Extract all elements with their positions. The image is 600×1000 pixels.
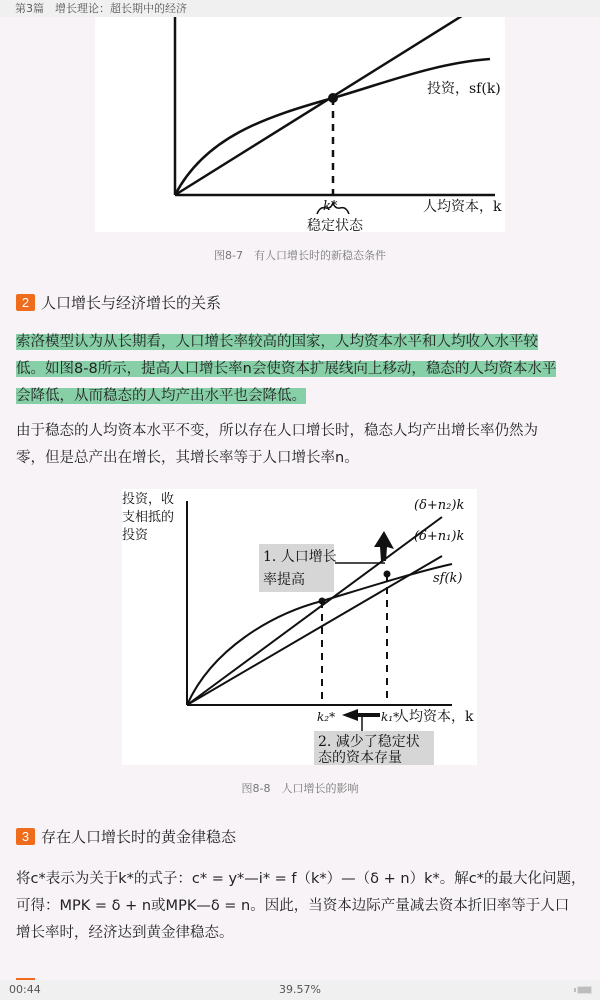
paragraph [16, 866, 588, 947]
text-line: 将c*表示为关于k*的式子：c* = y*—i* = f（k*）—（δ + n）k*。解c*的最大化问题， [16, 871, 586, 887]
k1-label: k₁* [381, 710, 400, 724]
steady-state-label: 稳定状态 [307, 218, 363, 232]
reader-header [0, 0, 600, 17]
section-2-heading [16, 292, 221, 312]
text-line: 由于稳态的人均资本水平不变，所以存在人口增长时，稳态人均产出增长率仍然为 [16, 423, 538, 439]
text-line: 增长率时，经济达到黄金律稳态。 [16, 925, 234, 941]
section-title: 存在人口增长时的黄金律稳态 [41, 827, 237, 846]
x-axis-label: 人均资本，k [395, 709, 474, 725]
sf-curve-label: sf(k) [433, 571, 463, 586]
figure-8-7-caption: 图8-7 有人口增长时的新稳态条件 [214, 249, 386, 262]
highlight-line[interactable]: 低。如图8-8所示，提高人口增长率n会使资本扩展线向上移动，稳态的人均资本水平 [16, 361, 557, 377]
annotation-1: 1. 人口增长 率提高 [263, 549, 337, 588]
battery-icon [574, 986, 592, 994]
highlight-line[interactable]: 索洛模型认为从长期看，人口增长率较高的国家，人均资本水平和人均收入水平较 [16, 334, 538, 350]
reader-footer [0, 980, 600, 1000]
k2-label: k₂* [317, 710, 336, 724]
investment-curve-label: 投资，sf(k) [427, 81, 501, 97]
annotation-2: 2. 减少了稳定状 态的资本存量 [318, 734, 420, 765]
steady-state-diagram [95, 17, 505, 232]
text-line: 零，但是总产出在增长，其增长率等于人口增长率n。 [16, 450, 359, 466]
chapter-title: 第3篇 增长理论：超长期中的经济 [15, 2, 187, 15]
section-number-badge: 3 [16, 828, 35, 845]
text-line: 可得：MPK = δ + n或MPK—δ = n。因此，当资本边际产量减去资本折旧率等于人口 [16, 898, 570, 914]
paragraph [16, 418, 588, 472]
section-3-heading [16, 826, 236, 846]
highlighted-paragraph[interactable] [16, 329, 588, 410]
highlight-line[interactable]: 会降低，从而稳态的人均产出水平也会降低。 [16, 388, 306, 404]
y-axis-label: 投资，收 支相抵的 投资 [122, 492, 175, 543]
x-axis-label: 人均资本，k [423, 199, 502, 215]
section-title: 人口增长与经济增长的关系 [41, 293, 222, 312]
population-growth-diagram [122, 489, 477, 765]
figure-8-8-caption: 图8-8 人口增长的影响 [241, 782, 359, 795]
k-star-label: k* [323, 199, 338, 214]
figure-8-7 [95, 17, 505, 232]
section-number-badge: 2 [16, 294, 35, 311]
reading-progress: 39.57% [279, 983, 321, 996]
figure-8-8 [122, 489, 477, 765]
line-n2-label: (δ+n₂)k [414, 498, 465, 513]
line-n1-label: (δ+n₁)k [414, 529, 465, 544]
clock: 00:44 [9, 983, 41, 996]
